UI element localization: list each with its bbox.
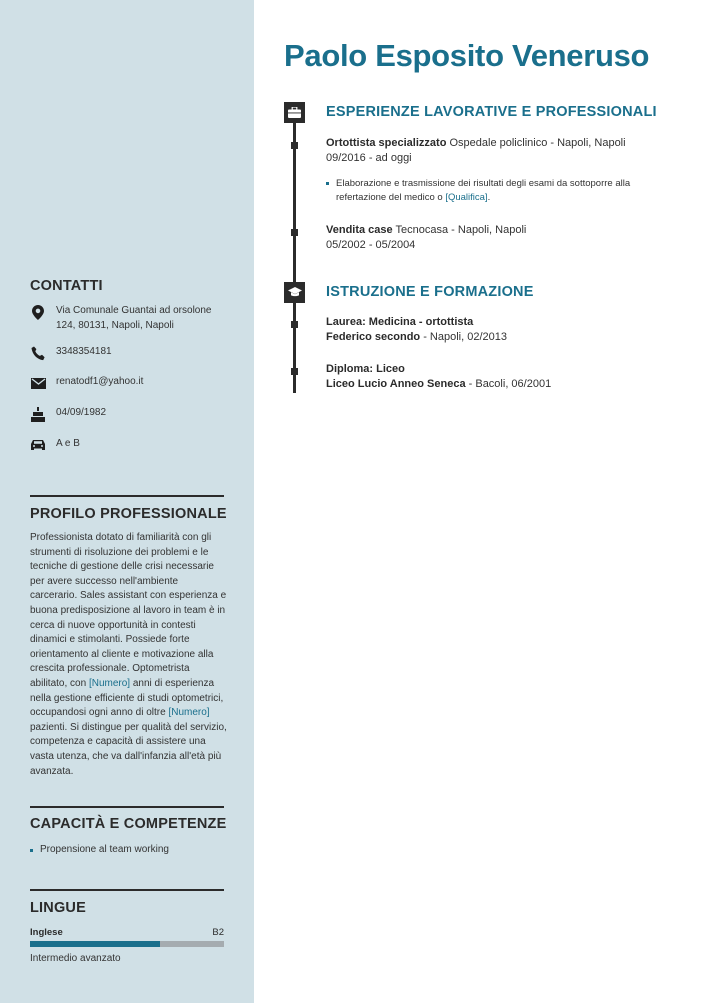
email-text[interactable]: renatodf1@yahoo.it bbox=[56, 376, 144, 387]
job-title: Vendita case bbox=[326, 224, 393, 236]
sidebar bbox=[0, 0, 254, 1003]
bullet-icon bbox=[30, 849, 33, 852]
envelope-icon bbox=[30, 375, 46, 391]
education-degree bbox=[326, 315, 656, 330]
timeline-tick bbox=[291, 142, 298, 149]
school-name: Federico secondo bbox=[326, 331, 421, 343]
job-entry bbox=[326, 223, 656, 253]
timeline-tick bbox=[291, 368, 298, 375]
contact-address bbox=[30, 303, 226, 333]
bullet-text-part: Elaborazione e trasmissione dei risultati degli esami da sottoporre alla refertazione del medico o bbox=[336, 178, 631, 203]
graduation-cap-icon bbox=[284, 282, 305, 303]
language-name: Inglese bbox=[30, 927, 63, 938]
license-text: A e B bbox=[56, 438, 80, 449]
job-employer: Tecnocasa - Napoli, Napoli bbox=[392, 224, 527, 236]
job-dates: 05/2002 - 05/2004 bbox=[326, 239, 416, 251]
job-dates: 09/2016 - ad oggi bbox=[326, 152, 412, 164]
divider bbox=[30, 806, 224, 808]
timeline-line bbox=[293, 106, 296, 393]
education-school-line bbox=[326, 330, 656, 345]
contact-email bbox=[30, 374, 226, 391]
map-pin-icon bbox=[30, 304, 46, 320]
experience-heading: ESPERIENZE LAVORATIVE E PROFESSIONALI bbox=[326, 104, 657, 120]
education-school-line bbox=[326, 377, 656, 392]
language-bar-fill bbox=[30, 941, 160, 947]
placeholder-link: [Numero] bbox=[168, 707, 210, 719]
profile-heading: PROFILO PROFESSIONALE bbox=[30, 506, 227, 522]
languages-section bbox=[30, 900, 224, 964]
placeholder-link: [Qualifica] bbox=[445, 192, 488, 203]
briefcase-icon bbox=[284, 102, 305, 123]
bullet-text-part: . bbox=[487, 192, 491, 203]
job-bullet-text bbox=[336, 177, 656, 205]
school-name: Liceo Lucio Anneo Seneca bbox=[326, 378, 466, 390]
profile-text bbox=[30, 531, 228, 779]
education-entry bbox=[326, 315, 656, 345]
timeline-tick bbox=[291, 229, 298, 236]
divider bbox=[30, 889, 224, 891]
contact-phone bbox=[30, 344, 226, 361]
main-content bbox=[254, 0, 720, 1003]
contact-license bbox=[30, 436, 226, 453]
skill-item bbox=[30, 843, 228, 857]
degree-text: Laurea: Medicina - ortottista bbox=[326, 316, 474, 328]
education-entry bbox=[326, 362, 656, 392]
job-title-line bbox=[326, 223, 656, 238]
birthdate-text: 04/09/1982 bbox=[56, 407, 107, 418]
contacts-heading: CONTATTI bbox=[30, 278, 103, 294]
school-details: - Napoli, 02/2013 bbox=[420, 331, 507, 343]
candidate-name: Paolo Esposito Veneruso bbox=[284, 38, 650, 73]
profile-text-part: Professionista dotato di familiarità con gli strumenti di risoluzione dei problemi e le tecniche di gestione delle crisi necessarie per avere successo nell'ambiente carcerario. Sales assistant con esperienza e buona predisposizione al lavoro in team è in cerca di nuove opportunità in contesti dinamici e stimolanti. Possiede forte orientamento al cliente e motivazione alla crescita professionale. Optometrista abilitato, con bbox=[30, 532, 227, 689]
profile-text-part: anni di esperienza nella gestione efficiente di studi optometrici, occupandosi ogni anno di oltre bbox=[30, 677, 224, 719]
cake-icon bbox=[30, 406, 46, 422]
job-title-line bbox=[326, 136, 656, 151]
phone-text[interactable]: 3348354181 bbox=[56, 346, 112, 357]
placeholder-link: [Numero] bbox=[88, 677, 131, 689]
skill-text: Propensione al team working bbox=[40, 844, 169, 855]
degree-text: Diploma: Liceo bbox=[326, 363, 405, 375]
contacts-section bbox=[30, 278, 230, 449]
contact-birthdate bbox=[30, 405, 226, 422]
bullet-icon bbox=[326, 182, 329, 185]
education-degree bbox=[326, 362, 656, 377]
education-heading: ISTRUZIONE E FORMAZIONE bbox=[326, 284, 534, 300]
language-row bbox=[30, 927, 224, 938]
languages-heading: LINGUE bbox=[30, 900, 86, 916]
profile-text-part: pazienti. Si distingue per qualità del servizio, competenza e capacità di assistere una vasta utenza, che va dall'infanzia all'età più avanzata. bbox=[30, 721, 227, 777]
job-title: Ortottista specializzato bbox=[326, 137, 447, 149]
language-bar bbox=[30, 941, 224, 947]
language-level-text: Intermedio avanzato bbox=[30, 953, 121, 964]
skills-heading: CAPACITÀ E COMPETENZE bbox=[30, 816, 227, 832]
job-employer: Ospedale policlinico - Napoli, Napoli bbox=[446, 137, 626, 149]
profile-section bbox=[30, 506, 228, 779]
timeline-tick bbox=[291, 321, 298, 328]
divider bbox=[30, 495, 224, 497]
address-text: Via Comunale Guantai ad orsolone 124, 80131, Napoli, Napoli bbox=[56, 305, 212, 331]
skills-section bbox=[30, 816, 228, 857]
school-details: - Bacoli, 06/2001 bbox=[465, 378, 552, 390]
job-bullet bbox=[326, 177, 656, 205]
language-level-code: B2 bbox=[212, 927, 224, 938]
job-entry bbox=[326, 136, 656, 205]
car-icon bbox=[30, 437, 46, 453]
phone-icon bbox=[30, 345, 46, 361]
